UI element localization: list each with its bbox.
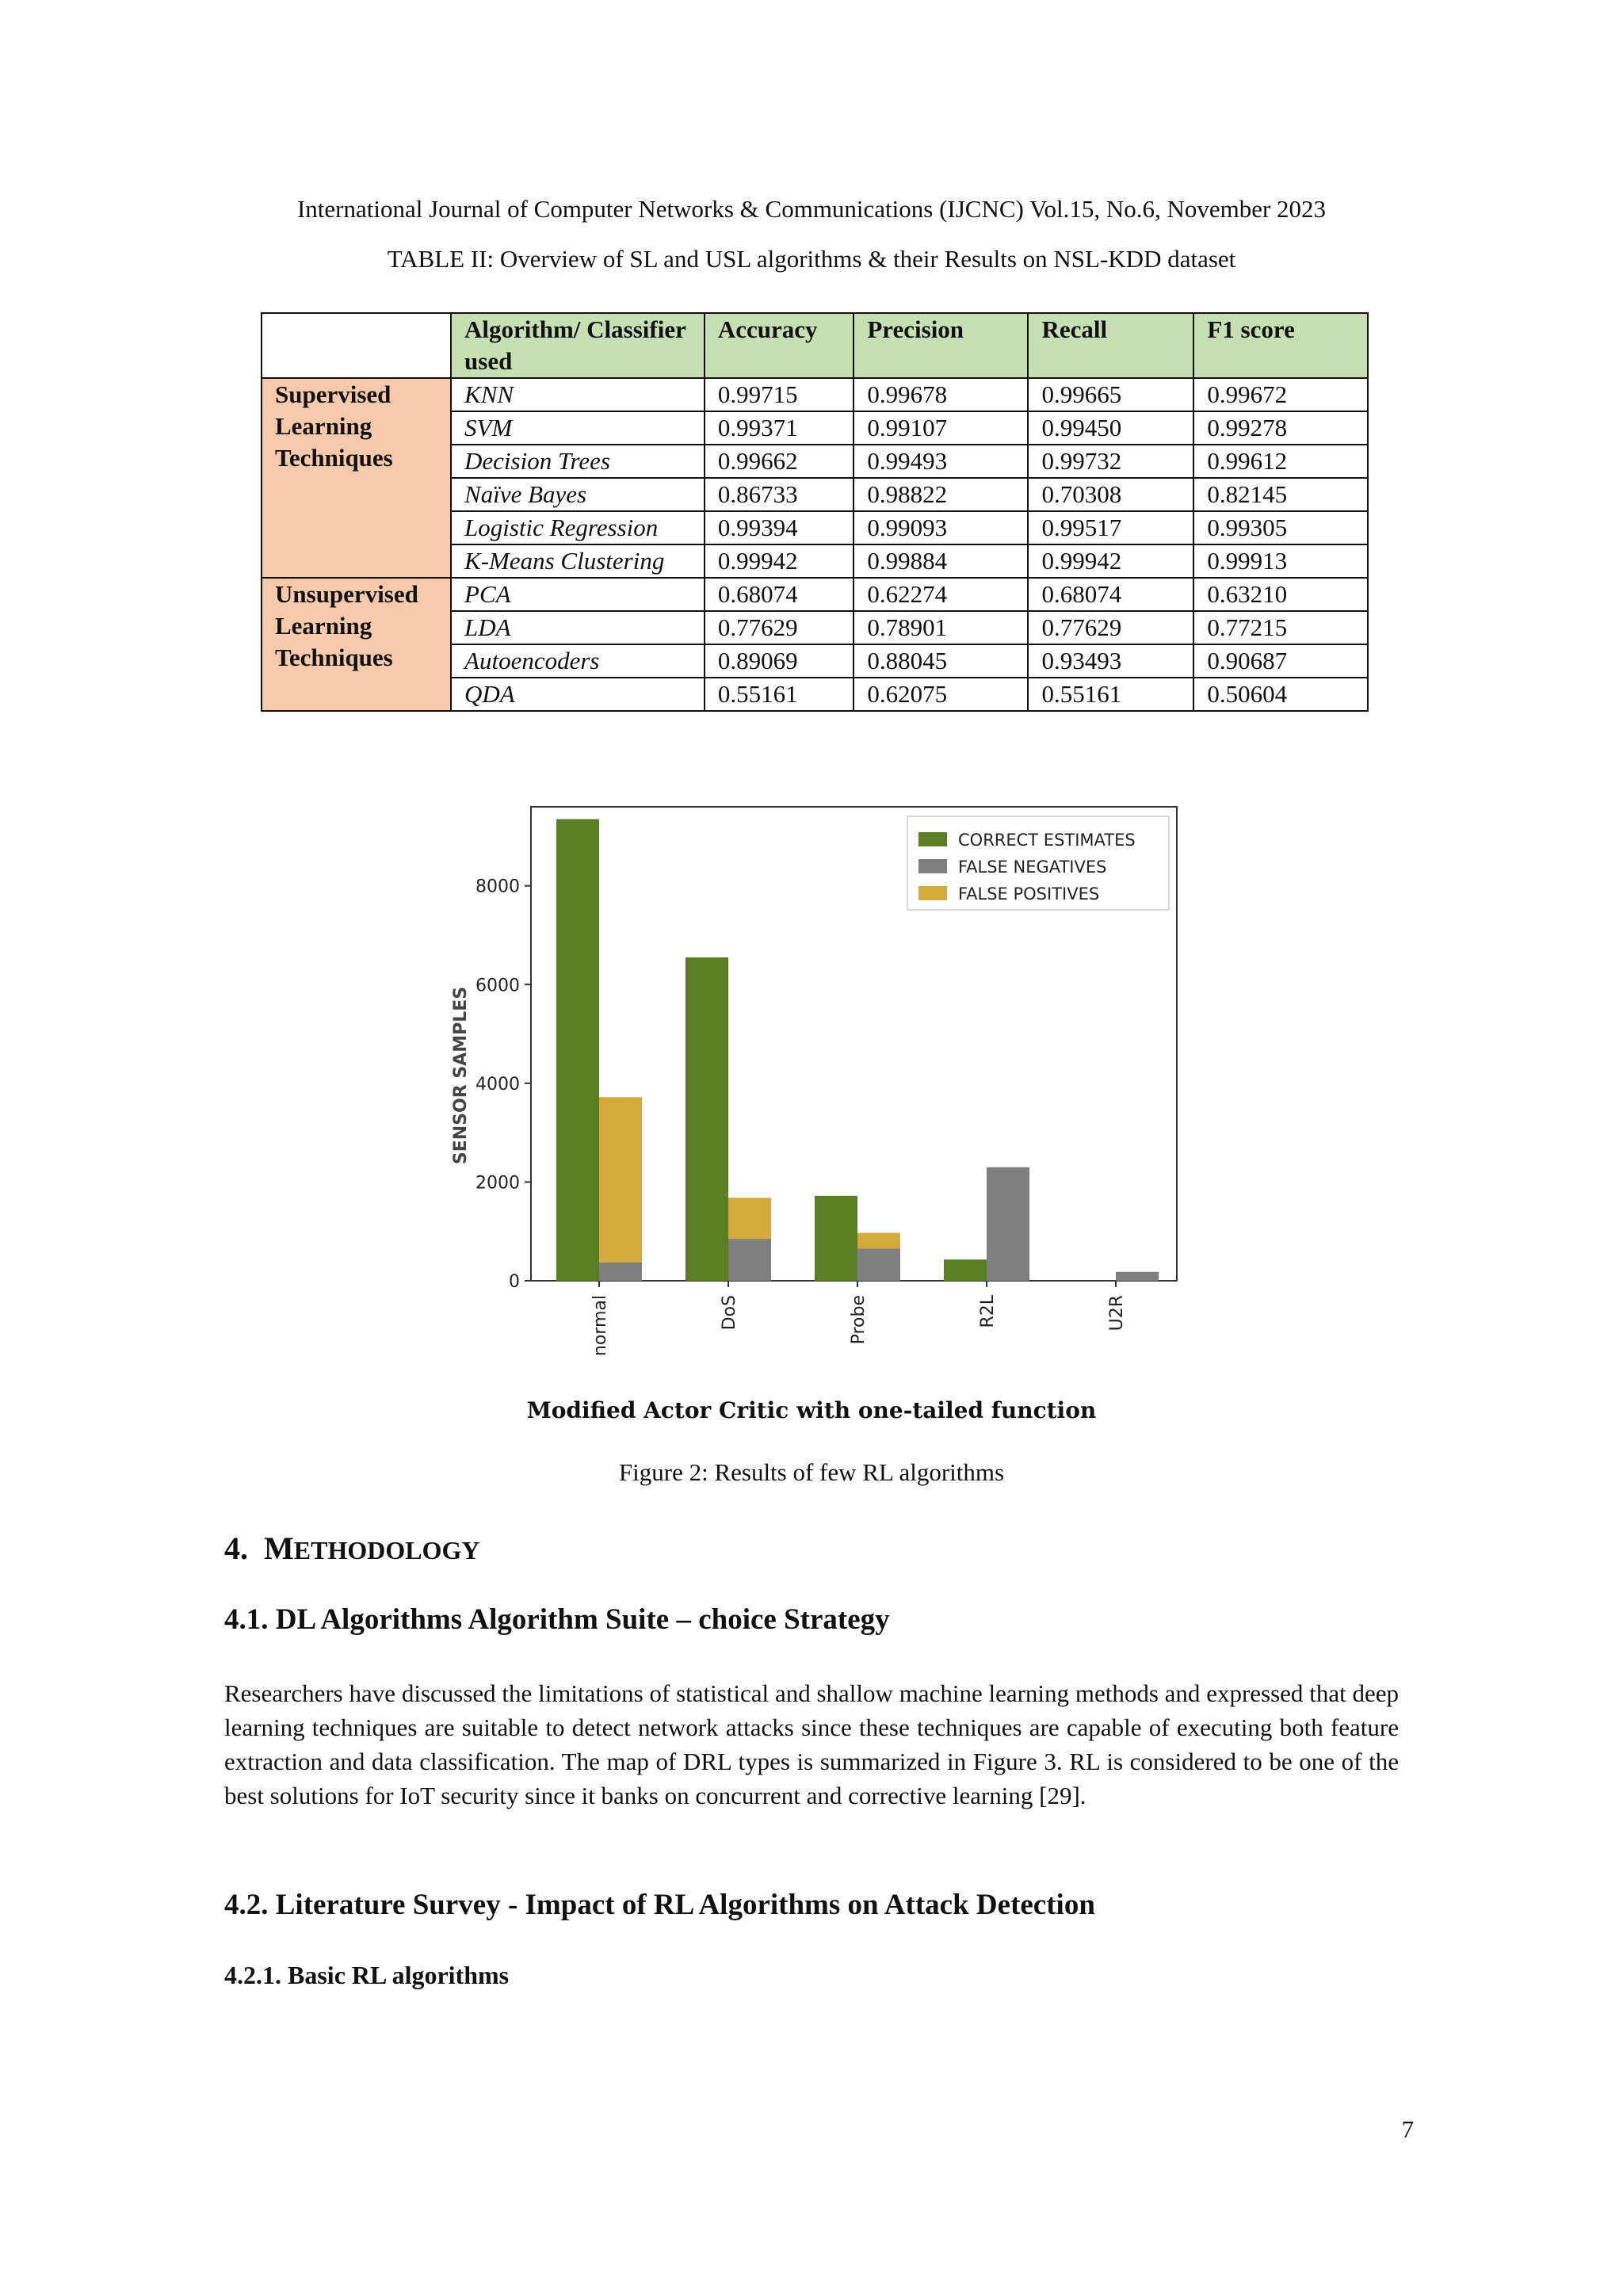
value-cell: 0.99305 (1193, 511, 1368, 544)
header-precision: Precision (854, 313, 1028, 378)
section-title-rest: ETHODOLOGY (293, 1536, 480, 1564)
algorithm-cell: PCA (451, 578, 705, 611)
value-cell: 0.77629 (1028, 611, 1193, 644)
value-cell: 0.99278 (1193, 411, 1368, 445)
value-cell: 0.88045 (854, 644, 1028, 678)
header-recall: Recall (1028, 313, 1193, 378)
value-cell: 0.63210 (1193, 578, 1368, 611)
bar-false-positives (599, 1097, 642, 1263)
value-cell: 0.62075 (854, 678, 1028, 711)
value-cell: 0.50604 (1193, 678, 1368, 711)
algorithm-cell: Naïve Bayes (451, 478, 705, 511)
legend-swatch (918, 832, 947, 846)
value-cell: 0.77215 (1193, 611, 1368, 644)
value-cell: 0.68074 (1028, 578, 1193, 611)
y-tick-label: 4000 (475, 1074, 520, 1095)
legend-swatch (918, 859, 947, 873)
value-cell: 0.98822 (854, 478, 1028, 511)
algorithm-cell: Autoencoders (451, 644, 705, 678)
value-cell: 0.99732 (1028, 445, 1193, 478)
table-row (262, 578, 1368, 611)
bar-correct-estimates (944, 1259, 987, 1281)
y-tick-label: 0 (509, 1272, 520, 1292)
y-tick-label: 2000 (475, 1173, 520, 1194)
value-cell: 0.99942 (705, 544, 854, 578)
x-tick-label: Probe (849, 1295, 869, 1345)
page-number: 7 (1401, 2115, 1414, 2143)
value-cell: 0.99394 (705, 511, 854, 544)
value-cell: 0.99107 (854, 411, 1028, 445)
value-cell: 0.86733 (705, 478, 854, 511)
section-number: 4. (224, 1530, 248, 1566)
subsection-heading-4-2: 4.2. Literature Survey - Impact of RL Algorithms on Attack Detection (224, 1889, 1095, 1921)
value-cell: 0.55161 (1028, 678, 1193, 711)
value-cell: 0.99662 (705, 445, 854, 478)
chart-svg (444, 785, 1189, 1435)
bar-false-negatives (857, 1249, 900, 1281)
bar-false-negatives (599, 1263, 642, 1281)
legend-label: CORRECT ESTIMATES (958, 831, 1136, 850)
bar-false-positives (857, 1233, 900, 1249)
y-tick-label: 6000 (475, 976, 520, 996)
header-algorithm: Algorithm/ Classifier used (451, 313, 705, 378)
bar-correct-estimates (556, 819, 599, 1281)
results-table (261, 312, 1369, 712)
value-cell: 0.99665 (1028, 378, 1193, 411)
bar-false-negatives (1116, 1272, 1159, 1281)
legend-label: FALSE POSITIVES (958, 884, 1100, 904)
group-unsupervised: Unsupervised Learning Techniques (262, 578, 451, 711)
section-heading (224, 1530, 479, 1567)
journal-header: International Journal of Computer Networks & Communications (IJCNC) Vol.15, No.6, November 2023 (296, 195, 1327, 223)
section-title-initial: M (264, 1530, 294, 1566)
algorithm-cell: K-Means Clustering (451, 544, 705, 578)
value-cell: 0.55161 (705, 678, 854, 711)
value-cell: 0.99450 (1028, 411, 1193, 445)
subsection-heading-4-1: 4.1. DL Algorithms Algorithm Suite – choice Strategy (224, 1603, 890, 1636)
bar-false-positives (728, 1198, 771, 1239)
bar-chart (444, 785, 1189, 1435)
value-cell: 0.68074 (705, 578, 854, 611)
value-cell: 0.93493 (1028, 644, 1193, 678)
value-cell: 0.99517 (1028, 511, 1193, 544)
bar-correct-estimates (815, 1196, 857, 1281)
y-axis-label: SENSOR SAMPLES (451, 986, 471, 1165)
algorithm-cell: QDA (451, 678, 705, 711)
legend-label: FALSE NEGATIVES (958, 858, 1107, 877)
algorithm-cell: KNN (451, 378, 705, 411)
chart-title: Modified Actor Critic with one-tailed function (526, 1397, 1097, 1423)
value-cell: 0.99612 (1193, 445, 1368, 478)
header-f1: F1 score (1193, 313, 1368, 378)
body-paragraph: Researchers have discussed the limitations of statistical and shallow machine learning methods and expressed that deep learning techniques are suitable to detect network attacks since these techniques are capable of executing both feature extraction and data classification. The map of DRL types is summarized in Figure 3. RL is considered to be one of the best solutions for IoT security since it banks on concurrent and corrective learning [29]. (224, 1679, 1399, 1809)
bar-false-negatives (987, 1167, 1029, 1281)
group-supervised: Supervised Learning Techniques (262, 378, 451, 578)
algorithm-cell: Decision Trees (451, 445, 705, 478)
value-cell: 0.99884 (854, 544, 1028, 578)
algorithm-cell: Logistic Regression (451, 511, 705, 544)
value-cell: 0.99093 (854, 511, 1028, 544)
algorithm-cell: LDA (451, 611, 705, 644)
legend-swatch (918, 886, 947, 900)
x-tick-label: U2R (1107, 1295, 1127, 1331)
value-cell: 0.99678 (854, 378, 1028, 411)
value-cell: 0.99913 (1193, 544, 1368, 578)
value-cell: 0.62274 (854, 578, 1028, 611)
header-blank (262, 313, 451, 378)
value-cell: 0.77629 (705, 611, 854, 644)
value-cell: 0.89069 (705, 644, 854, 678)
value-cell: 0.70308 (1028, 478, 1193, 511)
value-cell: 0.99942 (1028, 544, 1193, 578)
figure-caption: Figure 2: Results of few RL algorithms (618, 1458, 1005, 1486)
table-header-row (262, 313, 1368, 378)
subsection-heading-4-2-1: 4.2.1. Basic RL algorithms (224, 1961, 510, 1989)
value-cell: 0.82145 (1193, 478, 1368, 511)
algorithm-cell: SVM (451, 411, 705, 445)
value-cell: 0.99672 (1193, 378, 1368, 411)
value-cell: 0.99371 (705, 411, 854, 445)
header-accuracy: Accuracy (705, 313, 854, 378)
x-tick-label: R2L (978, 1295, 998, 1328)
x-tick-label: DoS (720, 1295, 739, 1331)
value-cell: 0.78901 (854, 611, 1028, 644)
bar-false-negatives (728, 1239, 771, 1281)
x-tick-label: normal (590, 1295, 610, 1357)
bar-correct-estimates (685, 957, 728, 1281)
table-caption: TABLE II: Overview of SL and USL algorithms & their Results on NSL-KDD dataset (387, 245, 1236, 273)
y-tick-label: 8000 (475, 877, 520, 897)
value-cell: 0.99493 (854, 445, 1028, 478)
table-row (262, 378, 1368, 411)
value-cell: 0.90687 (1193, 644, 1368, 678)
value-cell: 0.99715 (705, 378, 854, 411)
